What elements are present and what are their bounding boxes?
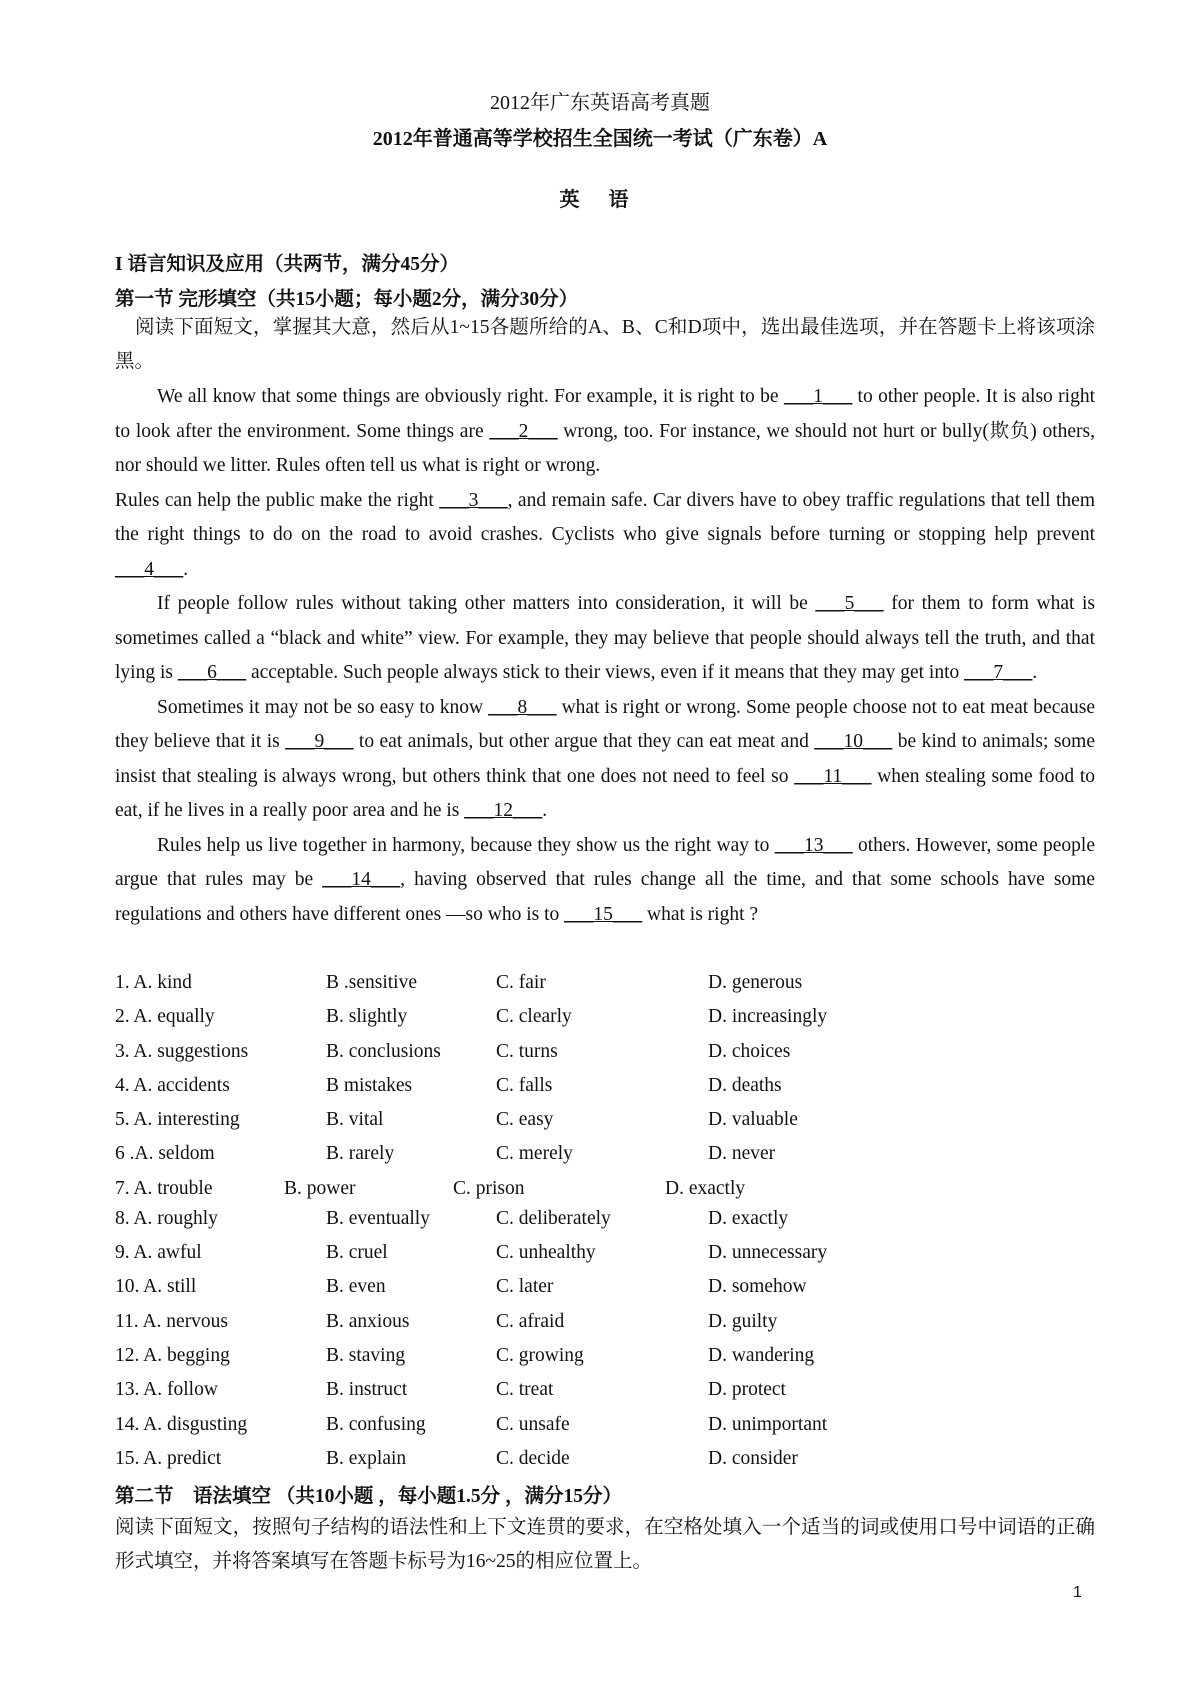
option-b: B. slightly [326, 1006, 408, 1028]
option-a: 6 .A. seldom [115, 1143, 215, 1165]
option-c: C. afraid [496, 1310, 565, 1332]
option-d: D. increasingly [708, 1006, 828, 1028]
option-c: C. prison [453, 1177, 525, 1199]
option-a: 8. A. roughly [115, 1207, 218, 1229]
cloze-blank: ___9___ [285, 731, 354, 752]
passage-text: Rules help us live together in harmony, because they show us the right way to [157, 834, 775, 856]
option-c: C. turns [496, 1040, 558, 1062]
passage-text: to other people. It is also right to look after the environment. Some things are [115, 386, 1095, 442]
passage-text: others. However, some people argue that rules may be [115, 834, 1095, 890]
cloze-blank: ___7___ [964, 662, 1033, 683]
cloze-blank: ___8___ [488, 696, 557, 718]
passage-paragraph [115, 829, 1095, 933]
option-a: 12. A. begging [115, 1344, 230, 1366]
option-d: D. unimportant [708, 1413, 828, 1435]
option-b: B. confusing [326, 1413, 426, 1435]
part1-heading: I 语言知识及应用（共两节，满分45分） [115, 254, 459, 275]
option-c: C. decide [496, 1447, 570, 1469]
passage-text: acceptable. Such people always stick to their views, even if it means that they may get into [246, 662, 965, 683]
option-d: D. wandering [708, 1344, 815, 1366]
section2-instructions: 阅读下面短文，按照句子结构的语法性和上下文连贯的要求，在空格处填入一个适当的词或使用口号中词语的正确形式填空，并将答案填写在答题卡标号为16~25的相应位置上。 [115, 1517, 1095, 1572]
passage-text: We all know that some things are obviously right. For example, it is right to be [157, 386, 784, 407]
cloze-blank: ___6___ [177, 662, 247, 683]
option-a: 9. A. awful [115, 1242, 202, 1264]
option-b: B. eventually [326, 1207, 430, 1229]
option-a: 3. A. suggestions [115, 1040, 249, 1062]
cloze-blank: ___10___ [814, 731, 893, 752]
section1-instructions: 阅读下面短文，掌握其大意，然后从1~15各题所给的A、B、C和D项中，选出最佳选项，并在答题卡上将该项涂黑。 [115, 317, 1095, 372]
option-a: 1. A. kind [115, 972, 192, 993]
option-c: C. deliberately [496, 1207, 611, 1229]
option-d: D. choices [708, 1040, 791, 1062]
passage-text: to eat animals, but other argue that they can eat meat and [353, 731, 815, 752]
passage-text: , having observed that rules change all the time, and that some schools have some regulations and others have different ones —so who is to [115, 869, 1096, 925]
option-b: B. staving [326, 1344, 406, 1366]
option-a: 14. A. disgusting [115, 1413, 248, 1435]
passage-text: what is right ? [642, 903, 759, 925]
passage-text: Sometimes it may not be so easy to know [157, 696, 489, 718]
cloze-blank: ___2___ [489, 420, 558, 442]
cloze-blank: ___11___ [794, 765, 872, 787]
cloze-blank: ___5___ [815, 593, 884, 614]
option-d: D. guilty [708, 1310, 778, 1332]
option-b: B. vital [326, 1109, 384, 1131]
option-b: B. explain [326, 1447, 407, 1469]
subject-title: 英 语 [559, 189, 641, 211]
option-b: B. cruel [326, 1242, 388, 1264]
document-title: 2012年广东英语高考真题 [490, 92, 710, 114]
option-c: C. later [496, 1276, 554, 1298]
passage-text: wrong, too. For instance, we should not hurt or bully(欺负) others, nor should we litter. Rules often tell us what is right or wrong. [115, 420, 1096, 476]
page-number: 1 [1073, 1584, 1082, 1601]
cloze-passage [115, 380, 1095, 932]
passage-paragraph [115, 380, 1095, 484]
passage-text: If people follow rules without taking other matters into consideration, it will be [157, 593, 816, 614]
option-c: C. fair [496, 972, 546, 993]
option-d: D. somehow [708, 1276, 807, 1298]
option-c: C. merely [496, 1143, 573, 1165]
option-a: 2. A. equally [115, 1006, 215, 1028]
cloze-blank: ___4___ [115, 558, 184, 580]
passage-paragraph [115, 587, 1095, 691]
passage-text: . [183, 558, 189, 580]
option-b: B mistakes [326, 1074, 413, 1096]
option-c: C. clearly [496, 1006, 572, 1028]
option-a: 5. A. interesting [115, 1109, 240, 1131]
option-d: D. exactly [665, 1177, 746, 1199]
option-c: C. growing [496, 1344, 584, 1366]
passage-text: what is right or wrong. Some people choose not to eat meat because they believe that it is [115, 696, 1095, 752]
cloze-blank: ___3___ [439, 489, 508, 511]
option-d: D. unnecessary [708, 1242, 828, 1264]
passage-text: . [1032, 662, 1038, 683]
cloze-blank: ___1___ [783, 386, 853, 407]
option-c: C. unsafe [496, 1413, 570, 1435]
exam-title: 2012年普通高等学校招生全国统一考试（广东卷）A [372, 128, 828, 150]
option-a: 11. A. nervous [115, 1310, 229, 1332]
section1-heading: 第一节 完形填空（共15小题；每小题2分，满分30分） [115, 289, 579, 310]
option-d: D. deaths [708, 1074, 782, 1096]
cloze-blank: ___13___ [774, 834, 853, 856]
option-d: D. generous [708, 972, 803, 993]
option-a: 4. A. accidents [115, 1074, 230, 1096]
cloze-blank: ___14___ [322, 869, 401, 890]
option-b: B. anxious [326, 1310, 410, 1332]
passage-text: when stealing some food to eat, if he lives in a really poor area and he is [115, 765, 1095, 821]
option-a: 15. A. predict [115, 1447, 222, 1469]
option-d: D. exactly [708, 1207, 789, 1229]
passage-text: . [542, 800, 548, 821]
option-b: B .sensitive [326, 972, 417, 993]
option-b: B. conclusions [326, 1040, 441, 1062]
option-a: 7. A. trouble [115, 1177, 213, 1199]
option-b: B. power [284, 1177, 356, 1199]
cloze-blank: ___15___ [564, 903, 643, 925]
cloze-blank: ___12___ [464, 800, 543, 821]
option-b: B. even [326, 1276, 386, 1298]
option-c: C. falls [496, 1074, 553, 1096]
option-a: 10. A. still [115, 1276, 197, 1298]
passage-text: Rules can help the public make the right [115, 489, 440, 511]
passage-text: be kind to animals; some insist that stealing is always wrong, but others think that one does not need to feel so [115, 731, 1095, 787]
option-c: C. easy [496, 1109, 554, 1131]
option-c: C. treat [496, 1379, 554, 1401]
passage-text: , and remain safe. Car divers have to obey traffic regulations that tell them the right things to do on the road to avoid crashes. Cyclists who give signals before turning or stopping help prevent [115, 489, 1095, 545]
option-b: B. rarely [326, 1143, 395, 1165]
option-c: C. unhealthy [496, 1242, 596, 1264]
option-d: D. valuable [708, 1109, 798, 1131]
option-d: D. never [708, 1143, 776, 1165]
option-d: D. consider [708, 1447, 798, 1469]
option-b: B. instruct [326, 1379, 408, 1401]
passage-paragraph [115, 691, 1095, 829]
section2-heading: 第二节 语法填空 （共10小题 ，每小题1.5分 ，满分15分） [115, 1486, 623, 1507]
passage-text: for them to form what is sometimes called a “black and white” view. For example, they may believe that people should always tell the truth, and that lying is [115, 593, 1096, 683]
option-a: 13. A. follow [115, 1379, 218, 1401]
option-d: D. protect [708, 1379, 786, 1401]
passage-paragraph [115, 484, 1095, 588]
